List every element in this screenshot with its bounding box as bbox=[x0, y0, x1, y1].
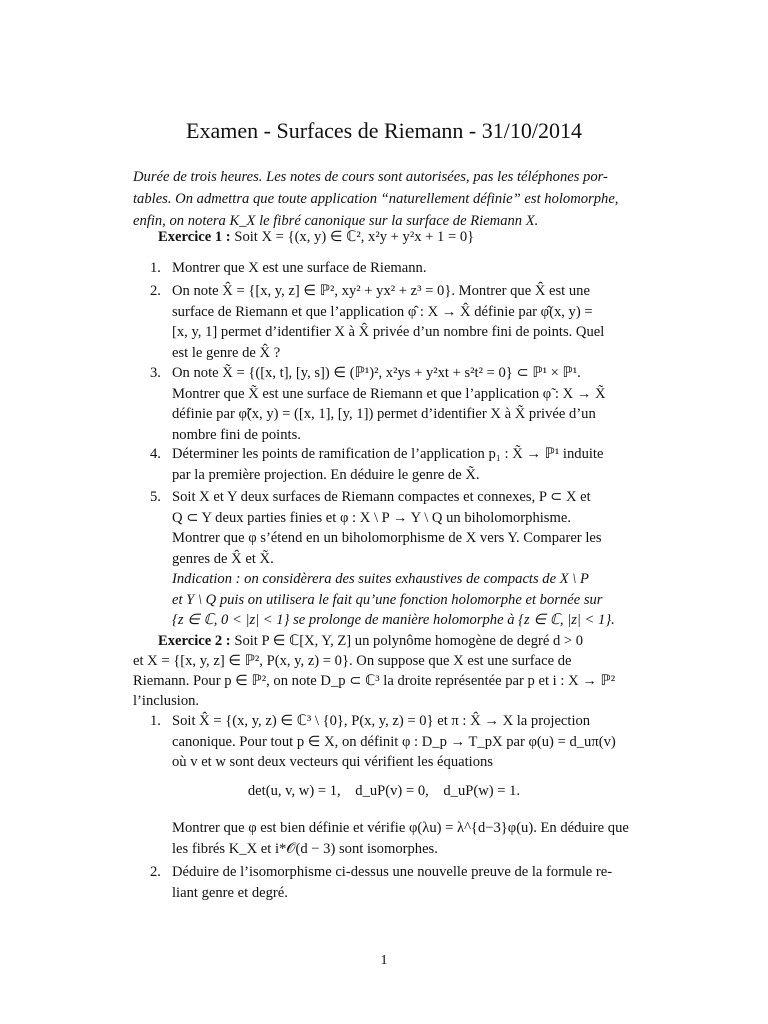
exercise-2-statement-line: l’inclusion. bbox=[133, 693, 200, 709]
question-line: Montrer que φ est bien définie et vérifie φ(λu) = λ^{d−3}φ(u). En déduire que bbox=[172, 820, 629, 836]
hint-line: Indication : on considèrera des suites exhaustives de compacts de X \ P bbox=[172, 571, 589, 587]
exercise-2-statement-line: et X = {[x, y, z] ∈ ℙ², P(x, y, z) = 0}. On suppose que X est une surface de bbox=[133, 653, 572, 669]
question-line: nombre fini de points. bbox=[172, 426, 301, 443]
question-line: Déduire de l’isomorphisme ci-dessus une nouvelle preuve de la formule re- bbox=[172, 864, 613, 880]
question-line: Soit X̂ = {(x, y, z) ∈ ℂ³ \ {0}, P(x, y, z) = 0} et π : X̂ → X la projection bbox=[172, 713, 591, 729]
exercise-2-first-line bbox=[133, 631, 649, 651]
question-line: définie par φ̃(x, y) = ([x, 1], [y, 1]) permet d’identifier X à X̃ privée d’un bbox=[172, 406, 596, 422]
question-line: les fibrés K_X et i*𝒪(d − 3) sont isomorphes. bbox=[172, 840, 438, 857]
question-line: Montrer que X̃ est une surface de Riemann et que l’application φ̃ : X → X̃ bbox=[172, 385, 606, 402]
hint-line: {z ∈ ℂ, 0 < |z| < 1} se prolonge de manière holomorphe à {z ∈ ℂ, |z| < 1}. bbox=[172, 612, 615, 628]
question-number: 4. bbox=[150, 446, 161, 462]
question-number: 2. bbox=[150, 283, 161, 299]
question-number: 1. bbox=[150, 260, 161, 276]
question-line: où v et w sont deux vecteurs qui vérifient les équations bbox=[172, 754, 493, 770]
intro-line: enfin, on notera K_X le fibré canonique sur la surface de Riemann X. bbox=[133, 213, 539, 229]
question-line: On note X̂ = {[x, y, z] ∈ ℙ², xy² + yx² + z³ = 0}. Montrer que X̂ est une bbox=[172, 283, 590, 299]
question-line: Soit X et Y deux surfaces de Riemann compactes et connexes, P ⊂ X et bbox=[172, 489, 591, 505]
intro-line: Durée de trois heures. Les notes de cours sont autorisées, pas les téléphones por- bbox=[133, 169, 608, 185]
exercise-2-heading bbox=[133, 631, 649, 711]
question-line: surface de Riemann et que l’application φ̂ : X → X̂ définie par φ̂(x, y) = bbox=[172, 303, 593, 320]
page-number: 1 bbox=[380, 953, 388, 968]
intro-line: tables. On admettra que toute application “naturellement définie” est holomorphe, bbox=[133, 191, 619, 207]
question-line: Montrer que X est une surface de Riemann. bbox=[172, 260, 427, 276]
exercise-2-statement-line: Soit P ∈ ℂ[X, Y, Z] un polynôme homogène de degré d > 0 bbox=[234, 633, 584, 649]
question-line: Q ⊂ Y deux parties finies et φ : X \ P → Y \ Q un biholomorphisme. bbox=[172, 509, 571, 526]
exam-title: Examen - Surfaces de Riemann - 31/10/2014 bbox=[186, 118, 582, 143]
question-line: Montrer que φ s’étend en un biholomorphisme de X vers Y. Comparer les bbox=[172, 530, 602, 546]
exercise-2-statement-line: Riemann. Pour p ∈ ℙ², on note D_p ⊂ ℂ³ la droite représentée par p et i : X → ℙ² bbox=[133, 673, 616, 689]
question-line: est le genre de X̂ ? bbox=[172, 344, 281, 361]
question-line: Déterminer les points de ramification de l’application p₁ : X̃ → ℙ¹ induite bbox=[172, 446, 604, 462]
display-equation: det(u, v, w) = 1, d_uP(v) = 0, d_uP(w) = 1. bbox=[247, 783, 521, 799]
question-number: 5. bbox=[150, 489, 161, 505]
question-line: par la première projection. En déduire le genre de X̃. bbox=[172, 466, 480, 483]
question-line: On note X̃ = {([x, t], [y, s]) ∈ (ℙ¹)², x²ys + y²xt + s²t² = 0} ⊂ ℙ¹ × ℙ¹. bbox=[172, 365, 581, 381]
question-line: canonique. Pour tout p ∈ X, on définit φ : D_p → T_pX par φ(u) = d_uπ(v) bbox=[172, 733, 616, 750]
hint-line: et Y \ Q puis on utilisera le fait qu’une fonction holomorphe et bornée sur bbox=[172, 591, 603, 608]
exercise-2-label: Exercice 2 : bbox=[158, 633, 231, 649]
question-line: liant genre et degré. bbox=[172, 884, 288, 901]
question-line: genres de X̂ et X̃. bbox=[172, 550, 274, 567]
exercise-1-label: Exercice 1 : bbox=[158, 229, 231, 245]
exam-intro bbox=[133, 166, 649, 232]
question-number: 2. bbox=[150, 864, 161, 880]
question-number: 1. bbox=[150, 713, 161, 729]
exercise-1-heading bbox=[158, 226, 474, 248]
exercise-1-statement: Soit X = {(x, y) ∈ ℂ², x²y + y²x + 1 = 0} bbox=[234, 229, 475, 245]
question-line: [x, y, 1] permet d’identifier X à X̂ privée d’un nombre fini de points. Quel bbox=[172, 324, 605, 340]
question-number: 3. bbox=[150, 365, 161, 381]
